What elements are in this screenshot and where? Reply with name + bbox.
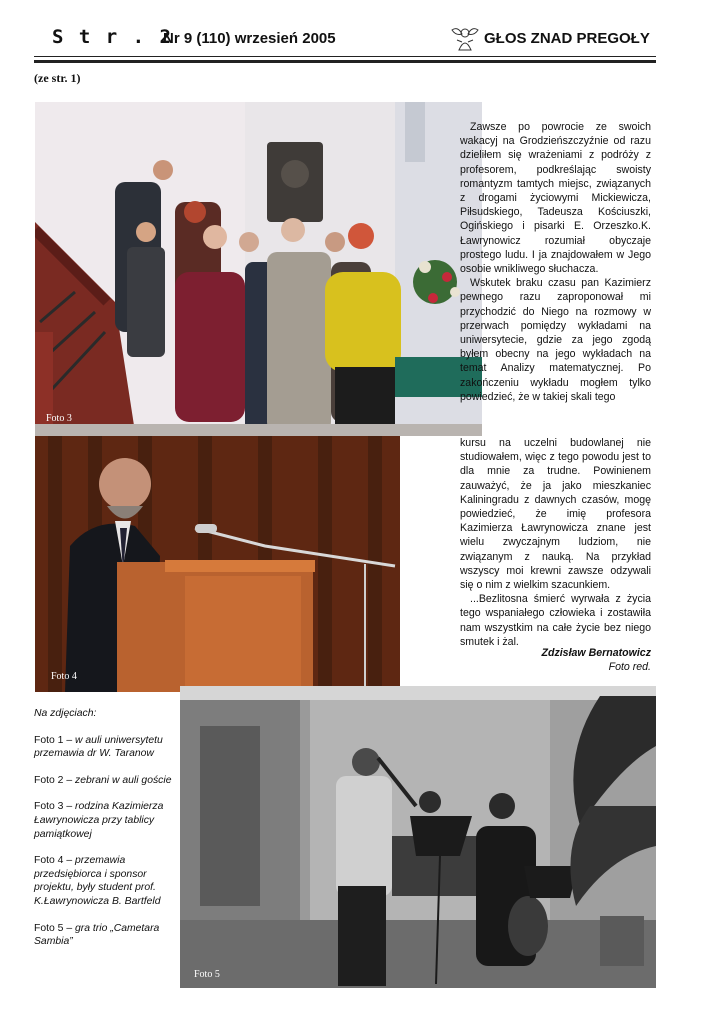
- article-column-top: [460, 120, 651, 404]
- article-paragraph: ...Bezlitosna śmierć wyrwała z życia tego wspaniałego człowieka i zostawiła nam wszystkim na całe życie bez niego smutek i żal.: [460, 593, 651, 648]
- photo-label-foto4: Foto 4: [51, 671, 77, 682]
- header-rule-thin: [34, 56, 656, 57]
- photo-label-foto3: Foto 3: [46, 413, 72, 424]
- caption-item: [34, 854, 174, 908]
- continuation-note: (ze str. 1): [34, 71, 81, 85]
- photo-credit: Foto red.: [608, 661, 651, 674]
- photo-trio-concert: [180, 686, 656, 988]
- caption-item: [34, 922, 174, 949]
- caption-item: [34, 734, 174, 761]
- caption-text: rodzina Kazimierza Ławrynowicza przy tablicy pamiątkowej: [34, 801, 164, 840]
- article-paragraph: Zawsze po powrocie ze swoich wakacyj na Grodzieńszczyźnie od razu dzieliłem się wrażeniami z podróży z profesorem, podkreślając swoisty romantyzm tamtych miejsc, związanych z drogami życiowymi Mickiewicza, Piłsudskiego, Tadeusza Kościuszki, Ogińskiego i pisarki E. Orzeszko.K. Ławrynowicz rozumiał obyczaje prostego ludu. I ja znajdowałem w Jego osobie wnikliwego słuchacza.: [460, 121, 651, 276]
- article-signature: [460, 646, 651, 674]
- caption-item: [34, 774, 174, 788]
- caption-text: zebrani w auli goście: [75, 774, 172, 786]
- article-paragraph: Wskutek braku czasu pan Kazimierz pewnego razu zaproponował mi przychodzić do Niego na rozmowy w przerwach pomiędzy wykładami na uniwersytecie, gdzie za jego zgodą byłem obecny na jego wykładach na temat Analizy matematycznej. Po zakończeniu wykładu mogłem tylko powiedzieć, że w takiej skali tego: [460, 277, 651, 403]
- caption-text: gra trio „Cametara Sambia”: [34, 922, 160, 948]
- caption-label: Foto 5 –: [34, 922, 76, 934]
- photo-speaker-lectern: [35, 436, 400, 692]
- author-name: Zdzisław Bernatowicz: [541, 647, 651, 659]
- caption-label: Foto 2 –: [34, 774, 76, 786]
- caption-label: Foto 1 –: [34, 734, 76, 746]
- photo-label-foto5: Foto 5: [194, 969, 220, 980]
- article-column-bottom: [460, 436, 651, 649]
- newspaper-title: GŁOS ZNAD PREGOŁY: [484, 30, 650, 47]
- caption-text: przemawia przedsiębiorca i sponsor projektu, były student prof. K.Ławrynowicza B. Bartfeld: [34, 855, 161, 907]
- header-rule-thick: [34, 60, 656, 63]
- issue-info: Nr 9 (110) wrzesień 2005: [163, 30, 336, 47]
- captions-title: Na zdjęciach:: [34, 708, 97, 719]
- photo-family-plaque: [35, 102, 482, 436]
- caption-item: [34, 800, 174, 841]
- page-number: S t r . 2: [52, 26, 173, 48]
- caption-label: Foto 4 –: [34, 855, 76, 867]
- photo-captions: [34, 707, 174, 962]
- article-paragraph: kursu na uczelni budowlanej nie studiowałem, więc z tego powodu jest to dla mnie za trudne. Powinienem zauważyć, że ja jako mieszkaniec Kaliningradu z dawnych czasów, mogę powiedzieć, że imię profesora Kazimierza Ławrynowicza znane jest wielu zwyczajnym ludziom, nie związanym z nauką. Na przykład wszyscy moi krewni zawsze odzywali się o nim z wielkim szacunkiem.: [460, 437, 651, 592]
- caption-label: Foto 3 –: [34, 801, 76, 813]
- angel-logo-icon: [448, 24, 482, 54]
- caption-text: w auli uniwersytetu przemawia dr W. Taranow: [34, 734, 163, 760]
